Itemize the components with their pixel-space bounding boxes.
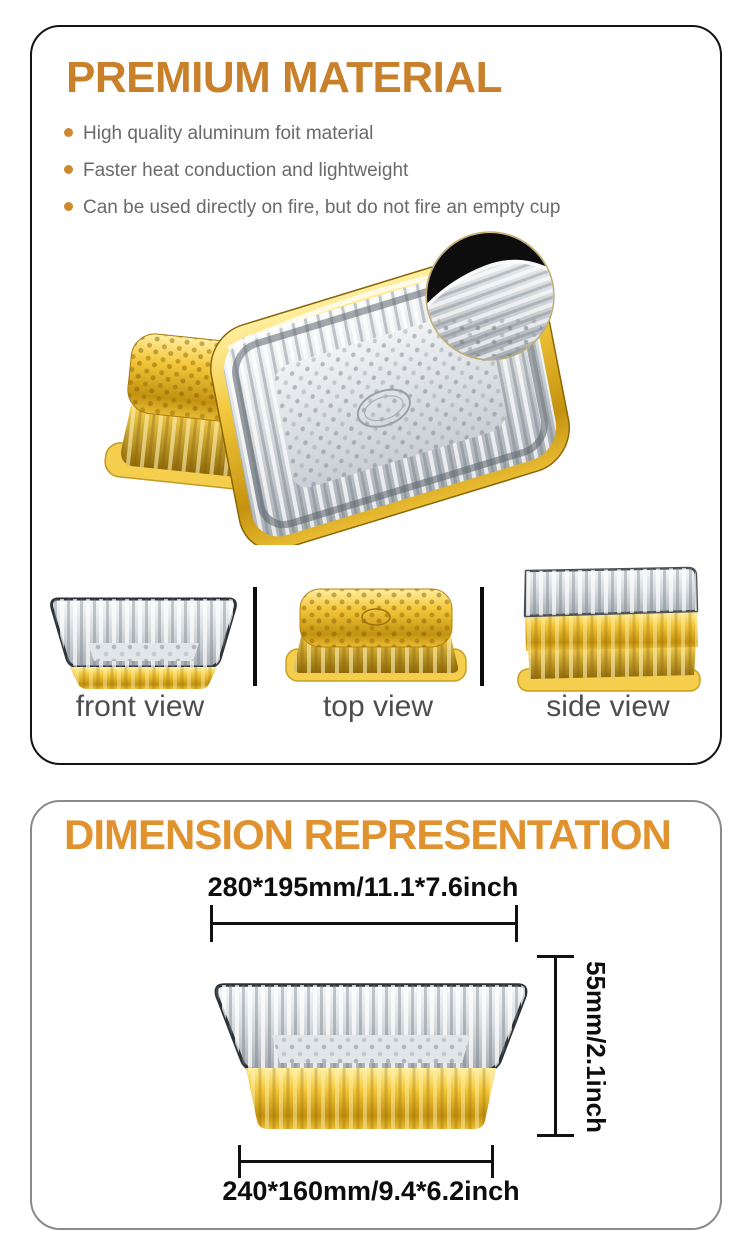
front-view-image	[46, 587, 241, 690]
dimension-tick	[537, 1134, 574, 1137]
hero-product-image	[75, 220, 665, 545]
bullet-item	[64, 196, 560, 219]
view-divider	[480, 587, 484, 686]
bottom-width-dimension-label: 240*160mm/9.4*6.2inch	[222, 1176, 520, 1206]
feature-bullet-list	[64, 122, 560, 219]
front-view-label: front view	[75, 690, 205, 723]
height-dimension-label: 55mm/2.1inch	[581, 961, 611, 1133]
bullet-dot-icon	[64, 128, 73, 137]
bullet-dot-icon	[64, 165, 73, 174]
view-divider	[253, 587, 257, 686]
bullet-dot-icon	[64, 202, 73, 211]
bullet-item	[64, 159, 560, 182]
dimension-tick	[515, 905, 518, 942]
dimension-bar	[210, 922, 518, 925]
side-view-label: side view	[546, 690, 670, 723]
dimension-bar	[554, 955, 557, 1137]
top-view-label: top view	[322, 690, 434, 723]
bullet-text: Can be used directly on fire, but do not fire an empty cup	[83, 197, 561, 218]
top-width-dimension-line	[210, 905, 518, 942]
dimension-tick	[491, 1145, 494, 1178]
dimension-tray-image	[208, 973, 534, 1135]
bullet-text: High quality aluminum foit material	[83, 123, 374, 144]
bullet-item	[64, 122, 560, 145]
bottom-width-dimension-line	[238, 1145, 494, 1178]
height-dimension-line	[537, 955, 574, 1137]
dimension-title: DIMENSION REPRESENTATION	[64, 811, 671, 858]
top-view-image	[278, 585, 474, 685]
premium-title: PREMIUM MATERIAL	[66, 53, 503, 102]
side-view-image	[512, 563, 706, 696]
dimension-bar	[238, 1160, 494, 1163]
top-width-dimension-label: 280*195mm/11.1*7.6inch	[207, 872, 519, 902]
bullet-text: Faster heat conduction and lightweight	[83, 160, 409, 181]
